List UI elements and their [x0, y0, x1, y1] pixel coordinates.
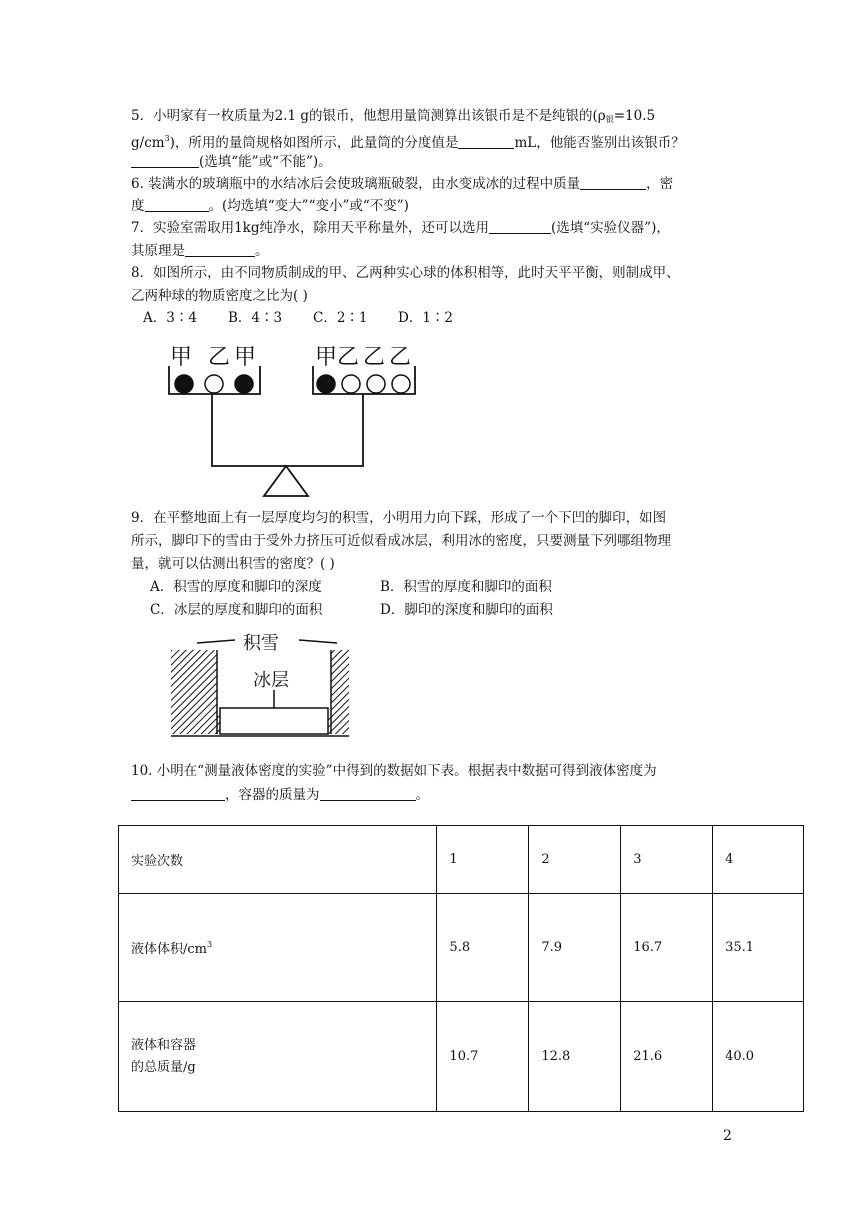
q9-line-3: 量，就可以估测出积雪的密度？( ) — [131, 556, 335, 572]
row-label: 的总质量/g — [131, 1059, 196, 1075]
page-number: 2 — [723, 1128, 732, 1144]
balance-beam — [212, 394, 363, 466]
q7-text: 7．实验室需取用1kg纯净水，除用天平称量外，还可以选用 — [131, 220, 489, 236]
q7-blank-2[interactable] — [185, 243, 255, 257]
q10-text: ，容器的质量为 — [225, 787, 320, 803]
q10-blank-1[interactable] — [131, 787, 225, 801]
left-label-1: 甲 — [170, 345, 193, 370]
q7-line-2 — [131, 242, 269, 260]
q9-line-1: 9．在平整地面上有一层厚度均匀的积雪，小明用力向下踩，形成了一个下凹的脚印，如图 — [131, 510, 667, 526]
table-cell — [119, 1002, 437, 1112]
q6-text: 6. 装满水的玻璃瓶中的水结冰后会使玻璃瓶破裂，由水变成冰的过程中质量 — [131, 176, 581, 192]
q9-option-a[interactable]: A．积雪的厚度和脚印的深度 — [150, 579, 322, 595]
right-label-1: 甲 — [315, 345, 338, 370]
table-cell: 10.7 — [437, 1002, 529, 1112]
q6-text: 。(均选填“变大”“变小”或“不变”) — [208, 198, 409, 214]
q5-text: )，所用的量筒规格如图所示，此量筒的分度值是 — [169, 135, 459, 151]
left-ball-jia-2 — [235, 375, 253, 393]
table-cell: 7.9 — [529, 894, 621, 1002]
q7-text: (选填“实验仪器”)， — [551, 220, 670, 236]
q5-text: 5．小明家有一枚质量为2.1 g的银币，他想用量筒测算出该银币是不是纯银的(ρ — [131, 108, 606, 124]
fulcrum — [264, 466, 308, 496]
table-cell: 5.8 — [437, 894, 529, 1002]
left-ball-jia-1 — [175, 375, 193, 393]
q9-option-d[interactable]: D．脚印的深度和脚印的面积 — [380, 602, 553, 618]
table-cell: 40.0 — [713, 1002, 804, 1112]
q6-line-1 — [131, 175, 673, 193]
right-ball-yi-2 — [367, 375, 385, 393]
q5-line-3 — [131, 153, 332, 171]
table-cell: 21.6 — [621, 1002, 713, 1112]
q7-text: 其原理是 — [131, 243, 185, 259]
data-table — [118, 825, 804, 1112]
q7-text: 。 — [255, 243, 269, 259]
q6-text: 度 — [131, 198, 145, 214]
q5-blank-2[interactable] — [131, 154, 199, 168]
q9-line-2: 所示，脚印下的雪由于受外力挤压可近似看成冰层，利用冰的密度，只要测量下列哪组物理 — [131, 533, 671, 549]
q8-line-2: 乙两种球的物质密度之比为( ) — [131, 288, 308, 304]
row-label: 液体和容器 — [131, 1037, 197, 1053]
right-ball-yi-1 — [342, 375, 360, 393]
right-ball-jia — [317, 375, 335, 393]
table-cell: 1 — [437, 826, 529, 894]
q6-blank-1[interactable] — [580, 176, 646, 190]
right-label-2: 乙 — [337, 345, 360, 370]
q5-unit: g/cm — [131, 135, 165, 151]
table-row — [119, 894, 804, 1002]
q5-text: mL，他能否鉴别出该银币？ — [514, 135, 685, 151]
snow-right — [331, 650, 349, 734]
q10-line-1: 10. 小明在“测量液体密度的实验”中得到的数据如下表。根据表中数据可得到液体密度为 — [131, 763, 657, 779]
right-label-3: 乙 — [363, 345, 386, 370]
table-cell: 实验次数 — [119, 826, 437, 894]
q5-subscript: 银 — [605, 115, 614, 124]
q8-line-1: 8．如图所示，由不同物质制成的甲、乙两种实心球的体积相等，此时天平平衡，则制成甲、 — [131, 265, 680, 281]
q6-line-2 — [131, 197, 409, 215]
right-ball-yi-3 — [392, 375, 410, 393]
table-cell: 12.8 — [529, 1002, 621, 1112]
q10-line-2 — [131, 786, 429, 804]
table-cell: 2 — [529, 826, 621, 894]
q5-line-2 — [131, 130, 685, 152]
q7-line-1 — [131, 219, 670, 237]
table-cell: 16.7 — [621, 894, 713, 1002]
table-cell — [119, 894, 437, 1002]
table-cell: 35.1 — [713, 894, 804, 1002]
q10-text: 。 — [415, 787, 429, 803]
q6-text: ，密 — [646, 176, 674, 192]
q5-text-end: =10.5 — [613, 108, 656, 124]
left-label-2: 乙 — [208, 345, 231, 370]
q9-option-c[interactable]: C．冰层的厚度和脚印的面积 — [150, 602, 323, 618]
row-label: 液体体积/cm — [131, 942, 207, 957]
row-label-superscript: 3 — [207, 940, 213, 949]
snow-label: 积雪 — [243, 633, 279, 654]
left-label-3: 甲 — [234, 345, 257, 370]
q5-blank-1[interactable] — [458, 135, 514, 149]
balance-figure — [150, 330, 440, 502]
q9-option-b[interactable]: B．积雪的厚度和脚印的面积 — [380, 579, 552, 595]
q7-blank-1[interactable] — [489, 220, 551, 234]
q8-option-b[interactable]: B．4∶3 — [228, 310, 283, 326]
right-label-4: 乙 — [389, 345, 412, 370]
q8-option-d[interactable]: D．1∶2 — [398, 310, 454, 326]
left-ball-yi — [205, 375, 223, 393]
table-cell: 4 — [713, 826, 804, 894]
table-row — [119, 1002, 804, 1112]
table-cell: 3 — [621, 826, 713, 894]
q8-option-c[interactable]: C．2∶1 — [313, 310, 368, 326]
q5-line-1 — [131, 107, 655, 129]
snow-footprint-figure — [165, 628, 355, 744]
ice-layer — [220, 708, 328, 734]
q6-blank-2[interactable] — [145, 198, 209, 212]
q5-superscript: 3 — [164, 134, 170, 143]
snow-left — [171, 650, 217, 734]
q5-text: (选填“能”或“不能”)。 — [199, 154, 332, 170]
table-row — [119, 826, 804, 894]
ice-label: 冰层 — [253, 670, 289, 691]
q10-blank-2[interactable] — [320, 787, 416, 801]
q8-option-a[interactable]: A．3∶4 — [143, 310, 197, 326]
